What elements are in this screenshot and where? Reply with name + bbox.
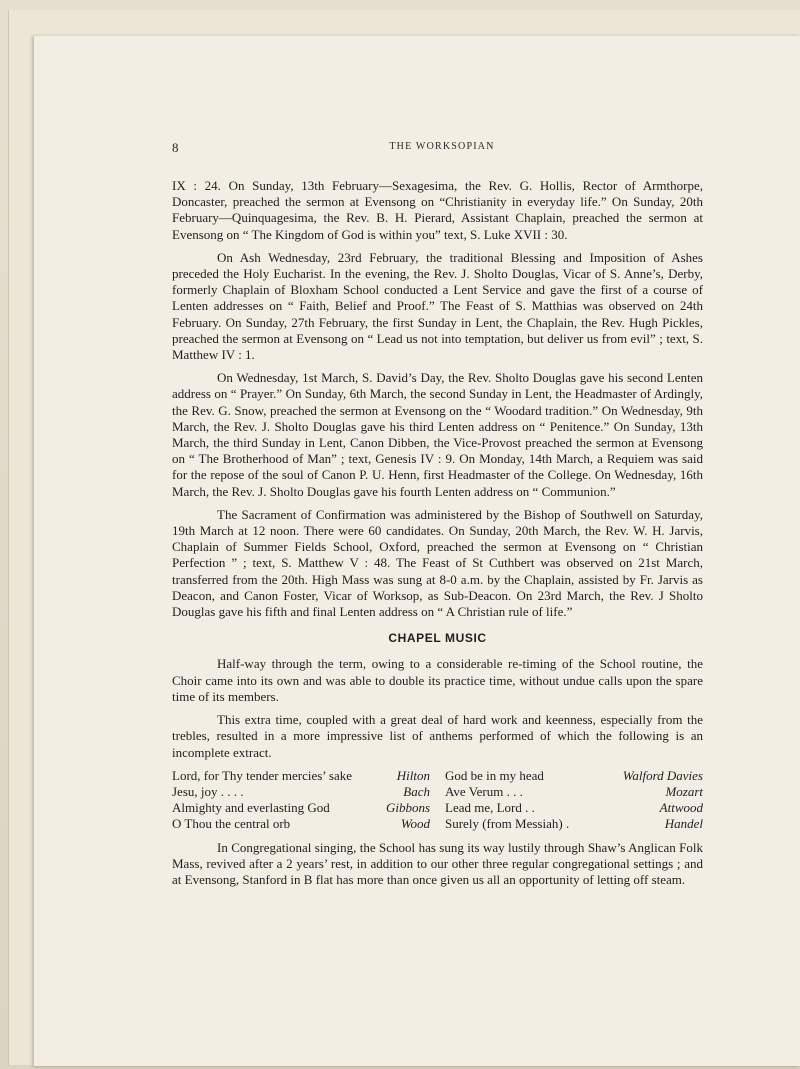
paragraph-4: The Sacrament of Confirmation was administered by the Bishop of Southwell on Saturday, 19th March at 12 noon. There were 60 candidates. On Sunday, 20th March, the Rev. W. H. Jarvis, Chaplain of Summer Fields School, Oxford, preached the sermon at Evensong on “ Christian Perfection ” ; text, S. Matthew V : 48. The Feast of St Cuthbert was observed on 21st March, transferred from the 20th. High Mass was sung at 8-0 a.m. by the Chaplain, assisted by Fr. Jarvis as Deacon, and Canon Foster, Vicar of Worksop, as Sub-Deacon. On 23rd March, the Rev. J Sholto Douglas gave his fifth and final Lenten address on “ A Christian rule of life.” bbox=[172, 506, 703, 620]
chapel-music-paragraph-1: Half-way through the term, owing to a considerable re-timing of the School routine, the Choir came into its own and was able to double its practice time, without undue calls upon the spare time of its members. bbox=[172, 656, 703, 704]
anthem-composer: Bach bbox=[403, 783, 430, 799]
anthem-column-left bbox=[172, 768, 430, 833]
paragraph-2: On Ash Wednesday, 23rd February, the traditional Blessing and Imposition of Ashes preceded the Holy Eucharist. In the evening, the Rev. J. Sholto Douglas, Vicar of S. Anne’s, Derby, formerly Chaplain of Bloxham School conducted a Lent Service and gave the first of a course of Lenten addresses on “ Faith, Belief and Proof.” The Feast of S. Matthias was observed on 24th February. On Sunday, 27th February, the first Sunday in Lent, the Chaplain, the Rev. Hugh Pickles, preached the sermon at Evensong on “ Lead us not into temptation, but deliver us from evil” ; text, S. Matthew IV : 1. bbox=[172, 249, 703, 363]
anthem-row bbox=[445, 800, 703, 816]
anthem-row bbox=[445, 816, 703, 832]
anthem-title: God be in my head bbox=[445, 767, 544, 783]
anthem-composer: Attwood bbox=[659, 800, 703, 816]
chapel-music-paragraph-3: In Congregational singing, the School has sung its way lustily through Shaw’s Anglican Folk Mass, revived after a 2 years’ rest, in addition to our other three regular congregational settings ; and at Evensong, Stanford in B flat has more than once given us all an opportunity of letting off steam. bbox=[172, 839, 703, 887]
anthem-composer: Walford Davies bbox=[622, 767, 703, 783]
anthem-composer: Handel bbox=[664, 816, 703, 832]
anthem-composer: Gibbons bbox=[385, 800, 430, 816]
anthem-composer: Mozart bbox=[665, 783, 703, 799]
anthem-title: O Thou the central orb bbox=[172, 816, 291, 832]
article-body bbox=[172, 178, 703, 895]
anthem-row bbox=[445, 784, 703, 800]
anthem-title: Lord, for Thy tender mercies’ sake bbox=[172, 767, 353, 783]
anthem-title: Jesu, joy . . . . bbox=[172, 783, 244, 799]
anthem-row bbox=[172, 816, 430, 832]
anthem-title: Almighty and everlasting God bbox=[172, 800, 330, 816]
paragraph-3: On Wednesday, 1st March, S. David’s Day, the Rev. Sholto Douglas gave his second Lenten address on “ Prayer.” On Sunday, 6th March, the second Sunday in Lent, the Headmaster of Ardingly, the Rev. G. Snow, preached the sermon at Evensong on the “ Woodard tradition.” On Wednesday, 9th March, the Rev. J. Sholto Douglas gave his third Lenten address on “ Penitence.” On Sunday, 13th March, the third Sunday in Lent, Canon Dibben, the Vice-Provost preached the sermon at Evensong on “ The Brotherhood of Man” ; text, Genesis IV : 9. On Monday, 14th March, a Requiem was said for the repose of the soul of Canon P. U. Henn, first Headmaster of the College. On Wednesday, 16th March, the Rev. J. Sholto Douglas gave his fourth Lenten address on “ Communion.” bbox=[172, 370, 703, 499]
anthem-row bbox=[172, 768, 430, 784]
anthem-title: Ave Verum . . . bbox=[445, 783, 523, 799]
anthem-title: Lead me, Lord . . bbox=[445, 800, 535, 816]
anthem-row bbox=[172, 784, 430, 800]
anthem-column-right bbox=[445, 768, 703, 833]
anthem-row bbox=[172, 800, 430, 816]
page-number: 8 bbox=[172, 140, 179, 155]
section-heading-chapel-music: CHAPEL MUSIC bbox=[388, 631, 487, 646]
page-header bbox=[172, 140, 712, 156]
anthem-composer: Wood bbox=[400, 816, 430, 832]
running-title: THE WORKSOPIAN bbox=[389, 141, 495, 152]
anthem-list bbox=[172, 768, 703, 833]
chapel-music-paragraph-2: This extra time, coupled with a great deal of hard work and keenness, especially from the trebles, resulted in a more impressive list of anthems performed of which the following is an incomplete extract. bbox=[172, 712, 703, 760]
paragraph-1: IX : 24. On Sunday, 13th February—Sexagesima, the Rev. G. Hollis, Rector of Armthorpe, Doncaster, preached the sermon at Evensong on “Christianity in everyday life.” On Sunday, 20th February—Quinquagesima, the Rev. B. H. Pierard, Assistant Chaplain, preached the sermon at Evensong on “ The Kingdom of God is within you” text, S. Luke XVII : 30. bbox=[172, 178, 703, 242]
anthem-row bbox=[445, 768, 703, 784]
anthem-composer: Hilton bbox=[396, 767, 430, 783]
anthem-title: Surely (from Messiah) . bbox=[445, 816, 570, 832]
